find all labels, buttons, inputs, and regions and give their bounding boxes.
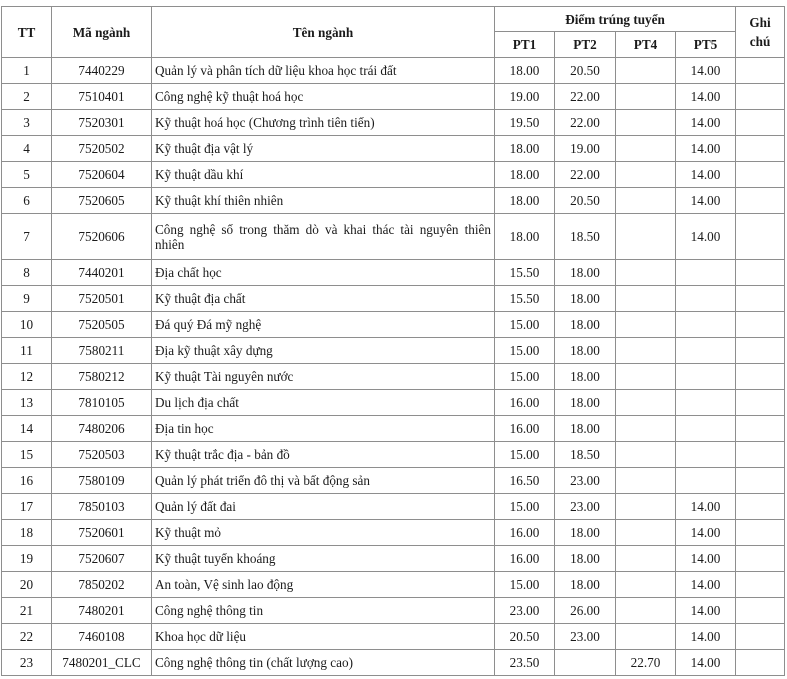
cell-pt1: 15.00 bbox=[495, 312, 555, 338]
cell-pt5: 14.00 bbox=[676, 84, 736, 110]
cell-pt4 bbox=[616, 546, 676, 572]
cell-pt2: 18.00 bbox=[555, 312, 616, 338]
cell-pt5: 14.00 bbox=[676, 624, 736, 650]
table-row bbox=[2, 598, 785, 624]
cell-tt: 3 bbox=[2, 110, 52, 136]
cell-pt5: 14.00 bbox=[676, 136, 736, 162]
table-row bbox=[2, 546, 785, 572]
cell-pt4: 22.70 bbox=[616, 650, 676, 676]
header-pt2: PT2 bbox=[555, 32, 616, 58]
cell-ma-nganh: 7520605 bbox=[52, 188, 152, 214]
cell-pt5 bbox=[676, 286, 736, 312]
cell-pt5: 14.00 bbox=[676, 520, 736, 546]
cell-ten-nganh: Kỹ thuật Tài nguyên nước bbox=[152, 364, 495, 390]
cell-ghi-chu bbox=[736, 286, 785, 312]
cell-ten-nganh: Kỹ thuật địa vật lý bbox=[152, 136, 495, 162]
cell-tt: 12 bbox=[2, 364, 52, 390]
cell-tt: 19 bbox=[2, 546, 52, 572]
cell-pt1: 15.50 bbox=[495, 286, 555, 312]
cell-tt: 20 bbox=[2, 572, 52, 598]
header-ghi-chu: Ghi chú bbox=[736, 7, 785, 58]
cell-ten-nganh: Công nghệ số trong thăm dò và khai thác tài nguyên thiên nhiên bbox=[152, 214, 495, 260]
table-row bbox=[2, 364, 785, 390]
cell-pt5: 14.00 bbox=[676, 546, 736, 572]
cell-ten-nganh: Kỹ thuật trắc địa - bản đồ bbox=[152, 442, 495, 468]
table-row bbox=[2, 312, 785, 338]
cell-ma-nganh: 7520607 bbox=[52, 546, 152, 572]
cell-ma-nganh: 7520601 bbox=[52, 520, 152, 546]
cell-pt2: 22.00 bbox=[555, 110, 616, 136]
cell-ten-nganh: Quản lý và phân tích dữ liệu khoa học trái đất bbox=[152, 58, 495, 84]
cell-ghi-chu bbox=[736, 188, 785, 214]
cell-pt1: 15.00 bbox=[495, 572, 555, 598]
cell-tt: 18 bbox=[2, 520, 52, 546]
table-row bbox=[2, 624, 785, 650]
table-row bbox=[2, 468, 785, 494]
cell-pt5: 14.00 bbox=[676, 214, 736, 260]
cell-ten-nganh: Du lịch địa chất bbox=[152, 390, 495, 416]
cell-pt4 bbox=[616, 188, 676, 214]
cell-ghi-chu bbox=[736, 598, 785, 624]
cell-ten-nganh: Công nghệ thông tin (chất lượng cao) bbox=[152, 650, 495, 676]
cell-pt4 bbox=[616, 58, 676, 84]
table-row bbox=[2, 338, 785, 364]
cell-ma-nganh: 7440201 bbox=[52, 260, 152, 286]
cell-pt5: 14.00 bbox=[676, 188, 736, 214]
cell-pt5 bbox=[676, 468, 736, 494]
cell-ma-nganh: 7440229 bbox=[52, 58, 152, 84]
header-ten-nganh: Tên ngành bbox=[152, 7, 495, 58]
cell-ghi-chu bbox=[736, 520, 785, 546]
cell-ma-nganh: 7520604 bbox=[52, 162, 152, 188]
cell-ma-nganh: 7480201_CLC bbox=[52, 650, 152, 676]
cell-pt4 bbox=[616, 442, 676, 468]
cell-pt1: 18.00 bbox=[495, 136, 555, 162]
cell-pt2: 22.00 bbox=[555, 162, 616, 188]
cell-ten-nganh: Kỹ thuật địa chất bbox=[152, 286, 495, 312]
cell-ten-nganh: Địa tin học bbox=[152, 416, 495, 442]
cell-ghi-chu bbox=[736, 624, 785, 650]
table-row bbox=[2, 442, 785, 468]
cell-pt4 bbox=[616, 416, 676, 442]
cell-ghi-chu bbox=[736, 162, 785, 188]
table-row bbox=[2, 494, 785, 520]
cell-tt: 2 bbox=[2, 84, 52, 110]
cell-ten-nganh: Kỹ thuật dầu khí bbox=[152, 162, 495, 188]
cell-tt: 21 bbox=[2, 598, 52, 624]
cell-ma-nganh: 7520501 bbox=[52, 286, 152, 312]
table-row bbox=[2, 110, 785, 136]
table-row bbox=[2, 214, 785, 260]
cell-tt: 15 bbox=[2, 442, 52, 468]
cell-pt5 bbox=[676, 442, 736, 468]
table-row bbox=[2, 390, 785, 416]
cell-ghi-chu bbox=[736, 468, 785, 494]
cell-pt5: 14.00 bbox=[676, 58, 736, 84]
cell-pt1: 15.00 bbox=[495, 494, 555, 520]
cell-pt2: 18.00 bbox=[555, 260, 616, 286]
cell-tt: 22 bbox=[2, 624, 52, 650]
cell-pt4 bbox=[616, 312, 676, 338]
cell-ten-nganh: Địa chất học bbox=[152, 260, 495, 286]
cell-ma-nganh: 7460108 bbox=[52, 624, 152, 650]
cell-pt5: 14.00 bbox=[676, 110, 736, 136]
cell-pt2: 18.00 bbox=[555, 338, 616, 364]
cell-pt4 bbox=[616, 84, 676, 110]
cell-ghi-chu bbox=[736, 312, 785, 338]
cell-pt5 bbox=[676, 416, 736, 442]
cell-pt4 bbox=[616, 214, 676, 260]
cell-ma-nganh: 7850103 bbox=[52, 494, 152, 520]
header-row-top bbox=[2, 7, 785, 32]
cell-pt1: 15.00 bbox=[495, 442, 555, 468]
table-row bbox=[2, 162, 785, 188]
cell-ghi-chu bbox=[736, 390, 785, 416]
cell-pt4 bbox=[616, 494, 676, 520]
cell-pt4 bbox=[616, 286, 676, 312]
cell-ma-nganh: 7580109 bbox=[52, 468, 152, 494]
cell-pt4 bbox=[616, 110, 676, 136]
cell-ma-nganh: 7520606 bbox=[52, 214, 152, 260]
table-row bbox=[2, 416, 785, 442]
table-row bbox=[2, 572, 785, 598]
cell-ghi-chu bbox=[736, 572, 785, 598]
cell-tt: 7 bbox=[2, 214, 52, 260]
table-row bbox=[2, 58, 785, 84]
cell-pt1: 15.00 bbox=[495, 338, 555, 364]
cell-tt: 6 bbox=[2, 188, 52, 214]
cell-ten-nganh: Địa kỹ thuật xây dựng bbox=[152, 338, 495, 364]
cell-tt: 8 bbox=[2, 260, 52, 286]
cell-pt4 bbox=[616, 598, 676, 624]
header-diem-trung-tuyen: Điểm trúng tuyển bbox=[495, 7, 736, 32]
cell-tt: 17 bbox=[2, 494, 52, 520]
cell-pt2: 18.50 bbox=[555, 214, 616, 260]
cell-ghi-chu bbox=[736, 650, 785, 676]
cell-ma-nganh: 7580212 bbox=[52, 364, 152, 390]
cell-pt1: 18.00 bbox=[495, 214, 555, 260]
cell-pt2: 26.00 bbox=[555, 598, 616, 624]
cell-pt1: 16.50 bbox=[495, 468, 555, 494]
cell-pt2: 18.00 bbox=[555, 286, 616, 312]
cell-ma-nganh: 7850202 bbox=[52, 572, 152, 598]
header-ma-nganh: Mã ngành bbox=[52, 7, 152, 58]
header-tt: TT bbox=[2, 7, 52, 58]
cell-ghi-chu bbox=[736, 84, 785, 110]
cell-pt4 bbox=[616, 260, 676, 286]
table-row bbox=[2, 650, 785, 676]
cell-ma-nganh: 7480206 bbox=[52, 416, 152, 442]
cell-pt2 bbox=[555, 650, 616, 676]
cell-tt: 1 bbox=[2, 58, 52, 84]
cell-pt1: 18.00 bbox=[495, 188, 555, 214]
cell-pt2: 18.00 bbox=[555, 364, 616, 390]
cell-pt1: 16.00 bbox=[495, 390, 555, 416]
cell-ten-nganh: Kỹ thuật tuyển khoáng bbox=[152, 546, 495, 572]
cell-pt1: 19.00 bbox=[495, 84, 555, 110]
cell-pt1: 15.00 bbox=[495, 364, 555, 390]
cell-ghi-chu bbox=[736, 494, 785, 520]
cell-pt5 bbox=[676, 390, 736, 416]
cell-pt5: 14.00 bbox=[676, 494, 736, 520]
cell-pt1: 16.00 bbox=[495, 520, 555, 546]
cell-pt1: 15.50 bbox=[495, 260, 555, 286]
cell-pt2: 18.00 bbox=[555, 572, 616, 598]
cell-ten-nganh: Quản lý đất đai bbox=[152, 494, 495, 520]
cell-pt4 bbox=[616, 390, 676, 416]
cell-pt1: 23.00 bbox=[495, 598, 555, 624]
cell-tt: 23 bbox=[2, 650, 52, 676]
cell-pt2: 23.00 bbox=[555, 494, 616, 520]
table-body bbox=[2, 58, 785, 676]
cell-pt1: 18.00 bbox=[495, 58, 555, 84]
cell-pt4 bbox=[616, 572, 676, 598]
cell-ghi-chu bbox=[736, 260, 785, 286]
cell-ten-nganh: An toàn, Vệ sinh lao động bbox=[152, 572, 495, 598]
cell-pt5: 14.00 bbox=[676, 598, 736, 624]
cell-ghi-chu bbox=[736, 364, 785, 390]
cell-tt: 4 bbox=[2, 136, 52, 162]
admission-scores-table bbox=[1, 6, 785, 676]
cell-ten-nganh: Khoa học dữ liệu bbox=[152, 624, 495, 650]
table-row bbox=[2, 188, 785, 214]
cell-pt2: 20.50 bbox=[555, 58, 616, 84]
cell-ma-nganh: 7480201 bbox=[52, 598, 152, 624]
cell-ma-nganh: 7520301 bbox=[52, 110, 152, 136]
cell-pt5 bbox=[676, 312, 736, 338]
cell-pt5 bbox=[676, 260, 736, 286]
cell-tt: 13 bbox=[2, 390, 52, 416]
table-row bbox=[2, 520, 785, 546]
cell-pt1: 23.50 bbox=[495, 650, 555, 676]
cell-tt: 11 bbox=[2, 338, 52, 364]
cell-tt: 9 bbox=[2, 286, 52, 312]
cell-pt5 bbox=[676, 338, 736, 364]
cell-ma-nganh: 7580211 bbox=[52, 338, 152, 364]
cell-ghi-chu bbox=[736, 338, 785, 364]
header-pt4: PT4 bbox=[616, 32, 676, 58]
cell-ghi-chu bbox=[736, 136, 785, 162]
cell-ma-nganh: 7520505 bbox=[52, 312, 152, 338]
cell-ghi-chu bbox=[736, 58, 785, 84]
cell-ma-nganh: 7810105 bbox=[52, 390, 152, 416]
cell-pt2: 18.00 bbox=[555, 546, 616, 572]
cell-ma-nganh: 7510401 bbox=[52, 84, 152, 110]
cell-pt5: 14.00 bbox=[676, 650, 736, 676]
cell-ghi-chu bbox=[736, 416, 785, 442]
cell-pt1: 19.50 bbox=[495, 110, 555, 136]
cell-ten-nganh: Công nghệ thông tin bbox=[152, 598, 495, 624]
table-row bbox=[2, 136, 785, 162]
cell-pt4 bbox=[616, 520, 676, 546]
cell-pt2: 18.00 bbox=[555, 416, 616, 442]
cell-pt5: 14.00 bbox=[676, 572, 736, 598]
cell-pt4 bbox=[616, 624, 676, 650]
cell-ghi-chu bbox=[736, 214, 785, 260]
cell-tt: 16 bbox=[2, 468, 52, 494]
cell-ten-nganh: Kỹ thuật mỏ bbox=[152, 520, 495, 546]
cell-pt2: 18.00 bbox=[555, 390, 616, 416]
cell-pt2: 19.00 bbox=[555, 136, 616, 162]
cell-pt1: 16.00 bbox=[495, 416, 555, 442]
cell-pt4 bbox=[616, 162, 676, 188]
cell-ghi-chu bbox=[736, 442, 785, 468]
cell-ma-nganh: 7520503 bbox=[52, 442, 152, 468]
cell-pt5: 14.00 bbox=[676, 162, 736, 188]
cell-ten-nganh: Đá quý Đá mỹ nghệ bbox=[152, 312, 495, 338]
cell-ten-nganh: Kỹ thuật hoá học (Chương trình tiên tiến) bbox=[152, 110, 495, 136]
cell-pt2: 20.50 bbox=[555, 188, 616, 214]
cell-pt4 bbox=[616, 364, 676, 390]
cell-pt4 bbox=[616, 468, 676, 494]
cell-ghi-chu bbox=[736, 546, 785, 572]
header-pt5: PT5 bbox=[676, 32, 736, 58]
table-row bbox=[2, 84, 785, 110]
cell-pt2: 22.00 bbox=[555, 84, 616, 110]
header-pt1: PT1 bbox=[495, 32, 555, 58]
cell-tt: 14 bbox=[2, 416, 52, 442]
cell-pt4 bbox=[616, 136, 676, 162]
cell-ten-nganh: Quản lý phát triển đô thị và bất động sản bbox=[152, 468, 495, 494]
table-row bbox=[2, 286, 785, 312]
table-row bbox=[2, 260, 785, 286]
cell-pt2: 23.00 bbox=[555, 468, 616, 494]
cell-tt: 5 bbox=[2, 162, 52, 188]
cell-pt1: 20.50 bbox=[495, 624, 555, 650]
cell-ma-nganh: 7520502 bbox=[52, 136, 152, 162]
cell-ghi-chu bbox=[736, 110, 785, 136]
cell-tt: 10 bbox=[2, 312, 52, 338]
cell-pt1: 18.00 bbox=[495, 162, 555, 188]
cell-pt2: 23.00 bbox=[555, 624, 616, 650]
cell-pt1: 16.00 bbox=[495, 546, 555, 572]
cell-ten-nganh: Kỹ thuật khí thiên nhiên bbox=[152, 188, 495, 214]
cell-pt5 bbox=[676, 364, 736, 390]
cell-pt2: 18.00 bbox=[555, 520, 616, 546]
cell-pt4 bbox=[616, 338, 676, 364]
cell-ten-nganh: Công nghệ kỹ thuật hoá học bbox=[152, 84, 495, 110]
cell-pt2: 18.50 bbox=[555, 442, 616, 468]
